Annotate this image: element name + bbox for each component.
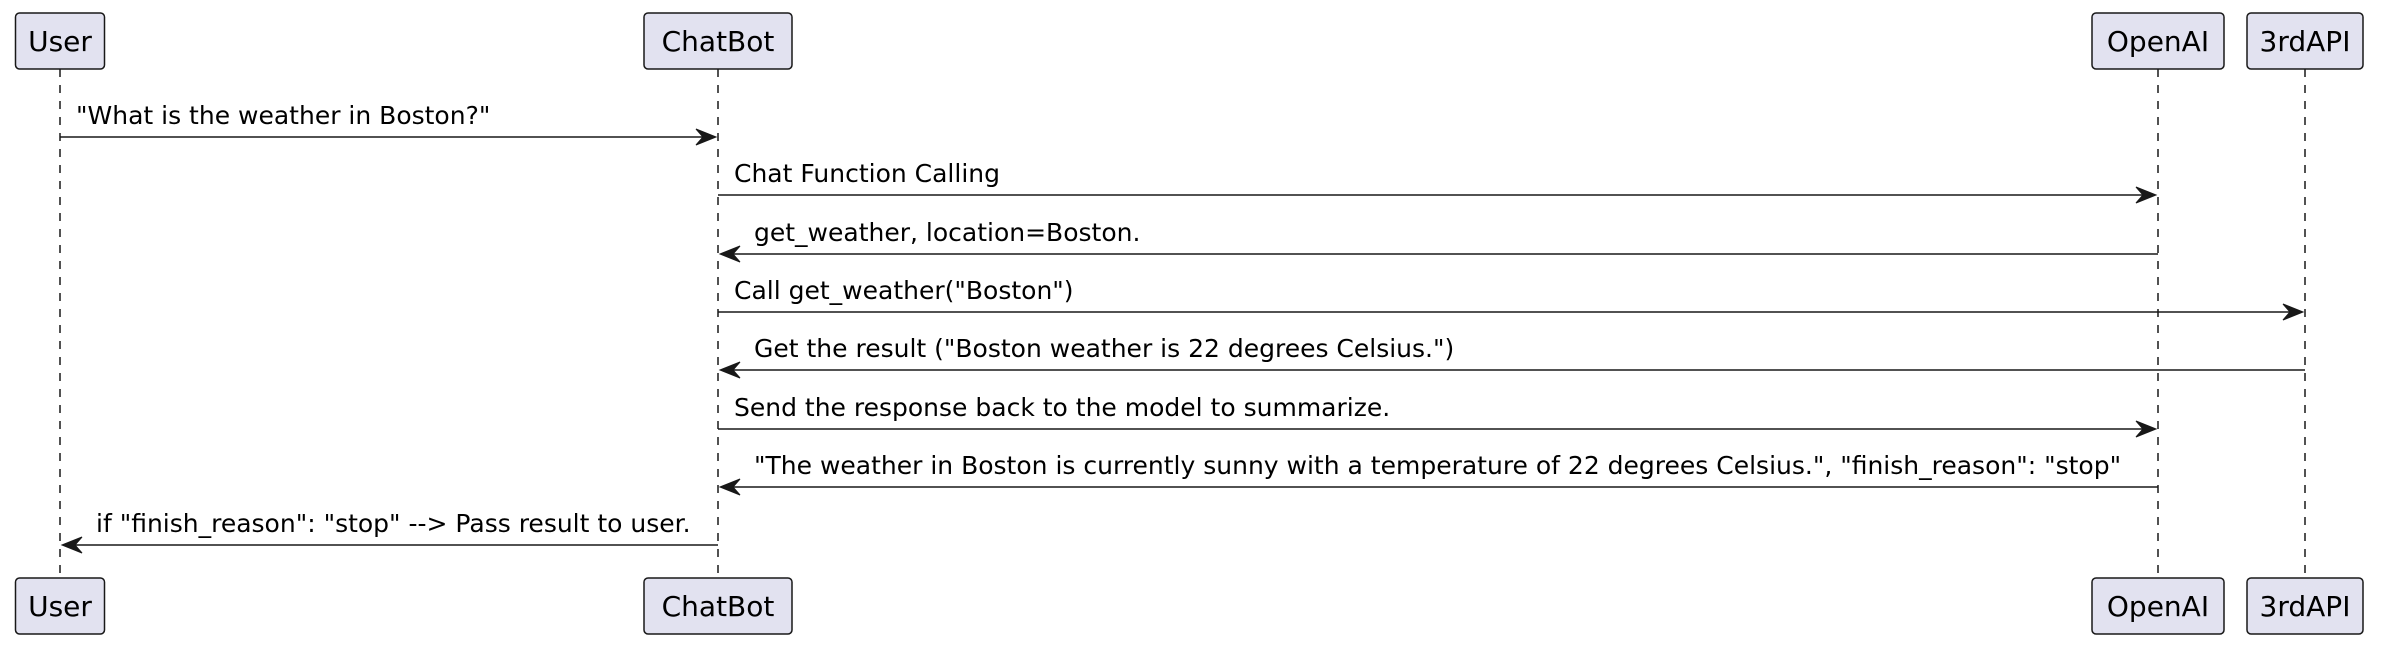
message-6 — [718, 393, 2156, 437]
message-label: Get the result ("Boston weather is 22 degrees Celsius.") — [754, 334, 1455, 363]
participant-label: 3rdAPI — [2259, 590, 2351, 623]
participant-openai-bottom — [2092, 578, 2224, 634]
participant-api3-top — [2247, 13, 2363, 69]
message-label: "What is the weather in Boston?" — [76, 101, 491, 130]
lifelines — [60, 69, 2305, 578]
message-label: "The weather in Boston is currently sunny with a temperature of 22 degrees Celsius.", "finish_reason": "stop" — [754, 451, 2122, 480]
participant-label: ChatBot — [661, 590, 775, 623]
message-1 — [60, 101, 716, 145]
participant-label: 3rdAPI — [2259, 25, 2351, 58]
participant-openai-top — [2092, 13, 2224, 69]
message-7 — [720, 451, 2158, 495]
message-label: get_weather, location=Boston. — [754, 218, 1141, 247]
participant-user-bottom — [16, 578, 105, 634]
message-8 — [62, 509, 718, 553]
participant-label: ChatBot — [661, 25, 775, 58]
message-label: Call get_weather("Boston") — [734, 276, 1074, 305]
participant-api3-bottom — [2247, 578, 2363, 634]
message-5 — [720, 334, 2305, 378]
participant-user-top — [16, 13, 105, 69]
message-label: Send the response back to the model to summarize. — [734, 393, 1391, 422]
message-2 — [718, 159, 2156, 203]
messages — [60, 101, 2305, 553]
message-label: Chat Function Calling — [734, 159, 1000, 188]
participant-label: User — [28, 25, 92, 58]
participant-label: User — [28, 590, 92, 623]
participant-chatbot-top — [644, 13, 792, 69]
message-4 — [718, 276, 2303, 320]
participant-label: OpenAI — [2106, 590, 2210, 623]
participant-chatbot-bottom — [644, 578, 792, 634]
message-label: if "finish_reason": "stop" --> Pass result to user. — [96, 509, 691, 538]
message-3 — [720, 218, 2158, 262]
participant-label: OpenAI — [2106, 25, 2210, 58]
